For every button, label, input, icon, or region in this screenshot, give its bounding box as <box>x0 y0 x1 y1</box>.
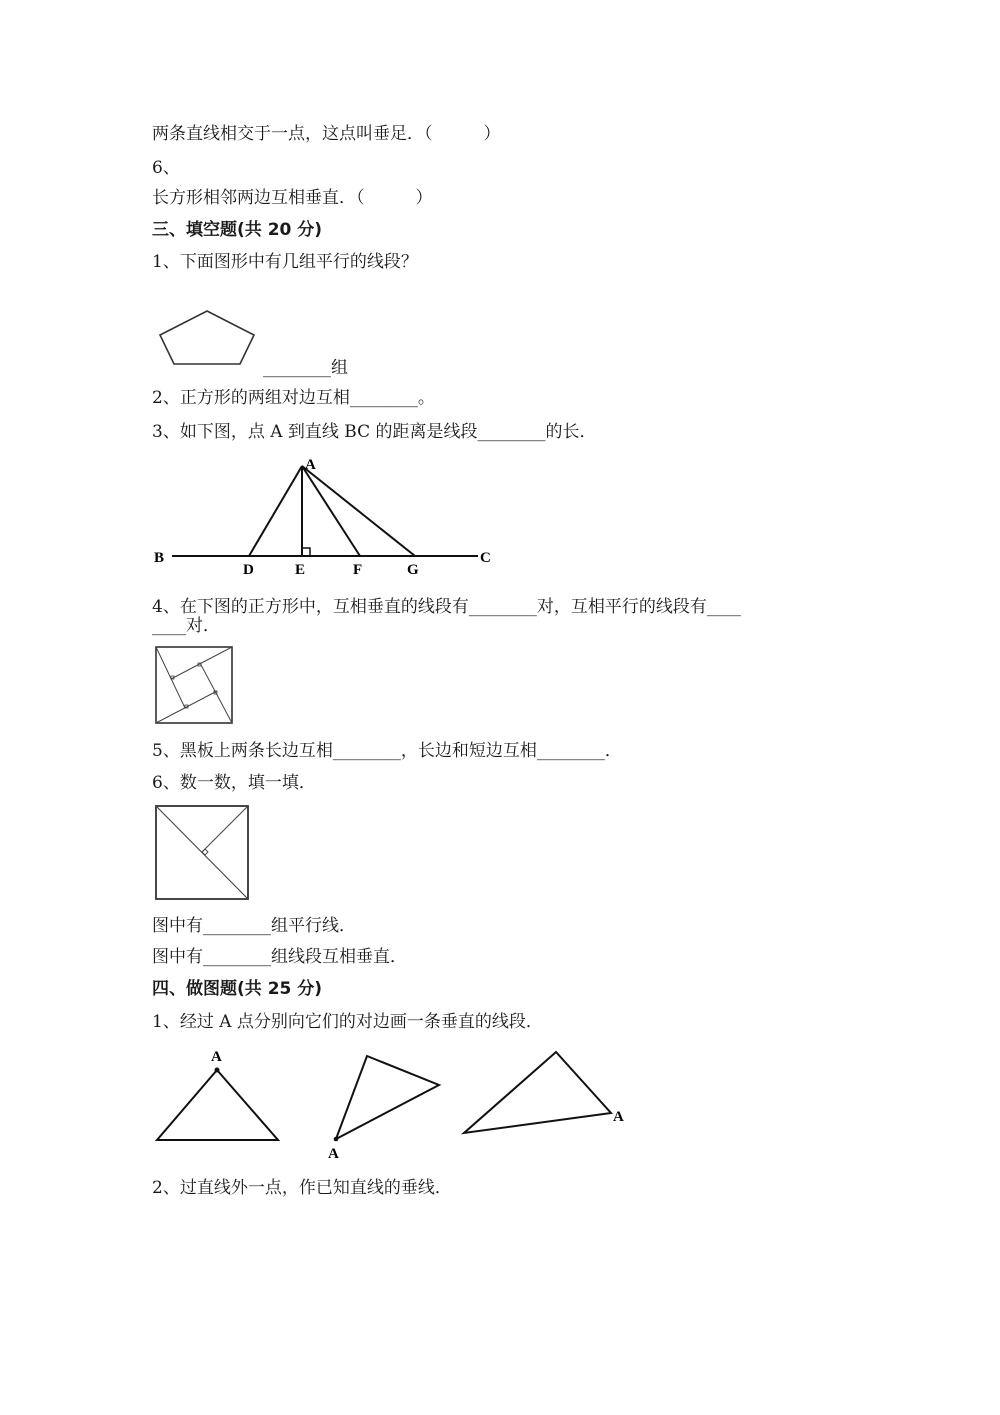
statement-5-text: 两条直线相交于一点，这点叫垂足．（ ） <box>152 124 501 144</box>
label-b: B <box>154 550 165 566</box>
three-triangles-figure <box>145 1040 645 1165</box>
statement-6-text: 长方形相邻两边互相垂直．（ ） <box>152 188 433 208</box>
label-e: E <box>295 562 306 577</box>
fill-q3-text: 3、如下图，点 A 到直线 BC 的距离是线段________的长． <box>152 422 597 442</box>
square-diagonal-figure <box>154 804 252 902</box>
fill-q2-text: 2、正方形的两组对边互相________。 <box>152 388 435 408</box>
fill-q4-text-line2: ____对． <box>152 616 220 636</box>
label-d: D <box>243 562 254 577</box>
fill-q5-text: 5、黑板上两条长边互相________，长边和短边互相________． <box>152 741 622 761</box>
question-number-6: 6、 <box>152 158 180 178</box>
label-c: C <box>480 550 491 566</box>
draw-q2-text: 2、过直线外一点，作已知直线的垂线． <box>152 1178 452 1198</box>
pentagon-shape <box>155 308 260 368</box>
fill-q4-text-line1: 4、在下图的正方形中，互相垂直的线段有________对，互相平行的线段有____ <box>152 597 741 617</box>
triangle2-label-a: A <box>328 1146 339 1162</box>
fill-q6-answer-parallel: 图中有________组平行线． <box>152 916 356 936</box>
label-g: G <box>407 562 419 577</box>
square-pinwheel-figure <box>154 645 236 725</box>
label-a: A <box>305 457 316 473</box>
fill-q1-answer: ________组 <box>263 358 348 378</box>
label-f: F <box>353 562 363 577</box>
fill-q6-text: 6、数一数，填一填． <box>152 773 316 793</box>
section-3-heading: 三、填空题(共 20 分) <box>152 220 323 240</box>
line-bc-perpendicular-figure <box>150 452 500 577</box>
fill-q1-text: 1、下面图形中有几组平行的线段？ <box>152 252 418 272</box>
triangle1-label-a: A <box>211 1049 222 1065</box>
draw-q1-text: 1、经过 A 点分别向它们的对边画一条垂直的线段． <box>152 1012 543 1032</box>
section-4-heading: 四、做图题(共 25 分) <box>152 979 323 999</box>
triangle3-label-a: A <box>613 1109 624 1125</box>
fill-q6-answer-perpendicular: 图中有________组线段互相垂直． <box>152 947 407 967</box>
